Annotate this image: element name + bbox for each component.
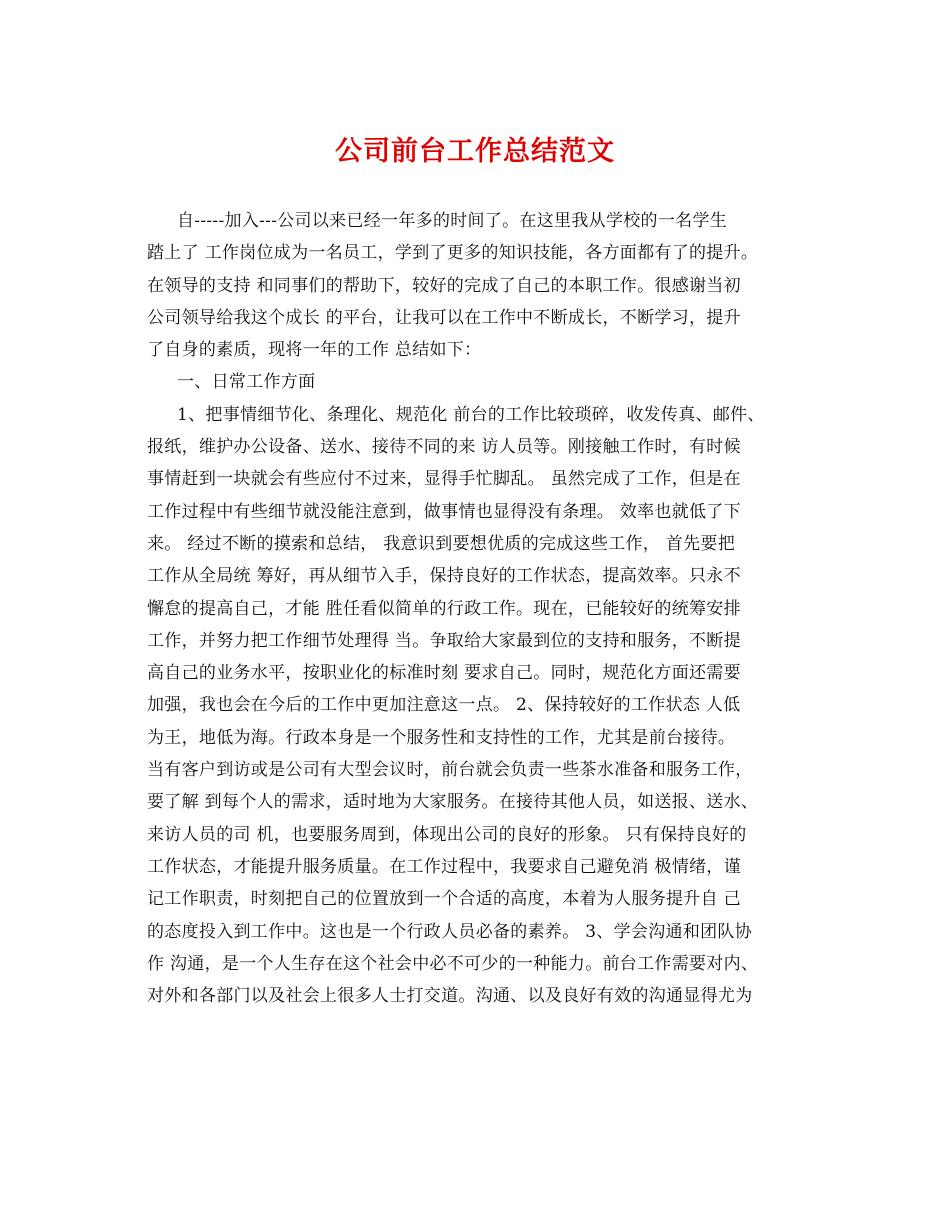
body-line: 工作过程中有些细节就没能注意到，做事情也显得没有条理。 效率也就低了下 <box>147 501 741 522</box>
body-line: 懈怠的提高自己，才能 胜任看似简单的行政工作。现在，已能较好的统筹安排 <box>147 598 741 619</box>
document-title: 公司前台工作总结范文 <box>335 136 615 167</box>
body-line: 来访人员的司 机，也要服务周到，体现出公司的良好的形象。 只有保持良好的 <box>147 824 747 845</box>
body-line: 自-----加入---公司以来已经一年多的时间了。在这里我从学校的一名学生 <box>177 211 728 231</box>
body-line: 在领导的支持 和同事们的帮助下，较好的完成了自己的本职工作。很感谢当初 <box>147 275 741 296</box>
body-line: 事情赶到一块就会有些应付不过来，显得手忙脚乱。 虽然完成了工作，但是在 <box>147 469 741 490</box>
body-line: 当有客户到访或是公司有大型会议时，前台就会负责一些茶水准备和服务工作， <box>147 760 753 781</box>
body-line: 工作状态，才能提升服务质量。在工作过程中，我要求自己避免消 极情绪，谨 <box>147 856 741 877</box>
body-line: 一、日常工作方面 <box>177 372 316 393</box>
body-line: 踏上了 工作岗位成为一名员工，学到了更多的知识技能，各方面都有了的提升。 <box>147 243 759 264</box>
body-line: 公司领导给我这个成长 的平台，让我可以在工作中不断成长，不断学习，提升 <box>147 307 741 328</box>
document-body <box>147 205 817 1012</box>
body-line: 工作从全局统 筹好，再从细节入手，保持良好的工作状态，提高效率。只永不 <box>147 566 741 587</box>
body-line: 来。 经过不断的摸索和总结， 我意识到要想优质的完成这些工作， 首先要把 <box>147 533 736 554</box>
body-line: 1、把事情细节化、条理化、规范化 前台的工作比较琐碎，收发传真、邮件、 <box>177 404 765 425</box>
body-line: 为王，地低为海。行政本身是一个服务性和支持性的工作，尤其是前台接待。 <box>147 727 736 748</box>
body-line: 高自己的业务水平，按职业化的标准时刻 要求自己。同时，规范化方面还需要 <box>147 663 741 684</box>
body-line: 加强，我也会在今后的工作中更加注意这一点。 2、保持较好的工作状态 人低 <box>147 695 741 716</box>
body-line: 工作，并努力把工作细节处理得 当。争取给大家最到位的支持和服务，不断提 <box>147 630 741 651</box>
body-line: 的态度投入到工作中。这也是一个行政人员必备的素养。 3、学会沟通和团队协 <box>147 921 753 942</box>
body-line: 对外和各部门以及社会上很多人士打交道。沟通、以及良好有效的沟通显得尤为 <box>147 986 753 1007</box>
body-line: 作 沟通，是一个人生存在这个社会中必不可少的一种能力。前台工作需要对内、 <box>147 953 759 974</box>
body-line: 记工作职责，时刻把自己的位置放到一个合适的高度，本着为人服务提升自 己 <box>147 889 741 910</box>
body-line: 了自身的素质，现将一年的工作 总结如下： <box>147 340 482 361</box>
body-line: 要了解 到每个人的需求，适时地为大家服务。在接待其他人员，如送报、送水、 <box>147 792 759 813</box>
body-line: 报纸，维护办公设备、送水、接待不同的来 访人员等。刚接触工作时，有时候 <box>147 437 741 458</box>
